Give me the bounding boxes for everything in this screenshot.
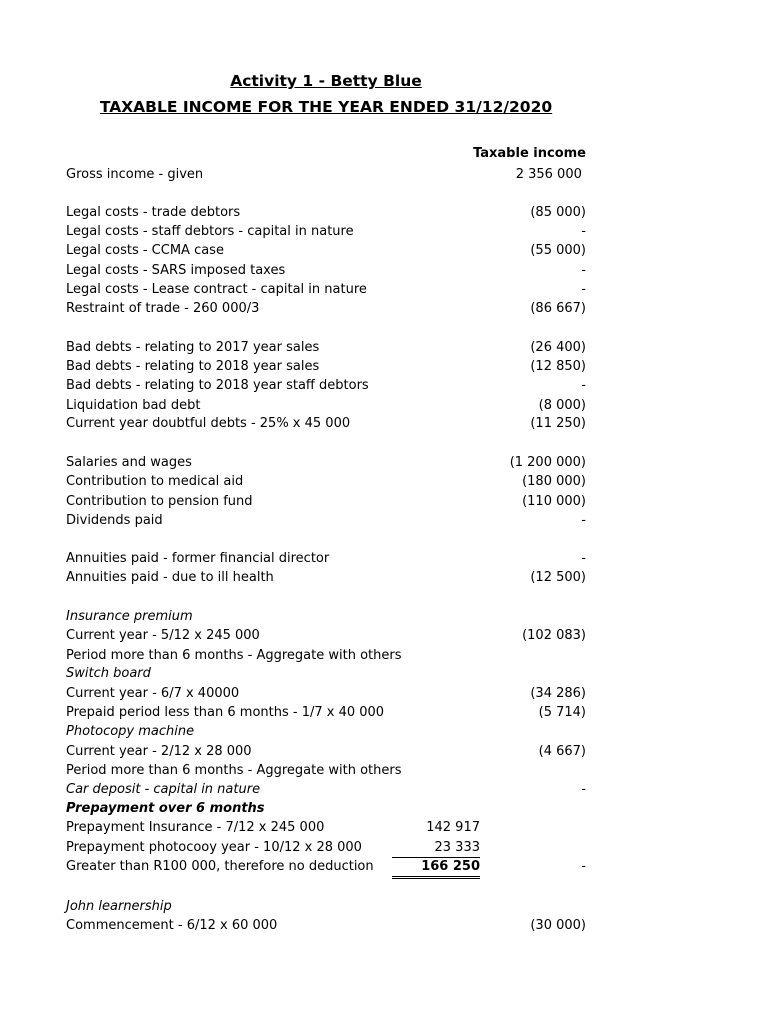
- row-amount: -: [581, 263, 586, 278]
- row-legal-costs-lease: [66, 280, 606, 299]
- row-annuities-ill-health: [66, 568, 606, 587]
- row-prepayment-photocopy: [66, 838, 606, 857]
- row-amount: (12 850): [530, 359, 586, 374]
- row-amount: (30 000): [530, 918, 586, 933]
- row-label: Prepayment photocooy year - 10/12 x 28 000: [66, 840, 362, 855]
- row-salaries-wages: [66, 453, 606, 472]
- row-prepayment-insurance: [66, 818, 606, 837]
- row-label: Period more than 6 months - Aggregate with others: [66, 648, 402, 663]
- row-pension-fund: [66, 492, 606, 511]
- row-amount: (102 083): [522, 628, 586, 643]
- row-amount: (1 200 000): [509, 455, 586, 470]
- row-switchboard-prepaid: [66, 703, 606, 722]
- row-amount: (85 000): [530, 205, 586, 220]
- row-bad-debts-2018-staff: [66, 376, 606, 395]
- row-gross-income: [66, 165, 606, 184]
- section-prepayment-over-6-months: [66, 799, 606, 818]
- row-amount: -: [581, 859, 586, 874]
- page-subtitle: TAXABLE INCOME FOR THE YEAR ENDED 31/12/2020: [99, 98, 553, 116]
- row-amount: (55 000): [530, 243, 586, 258]
- section-label: Prepayment over 6 months: [66, 801, 265, 816]
- row-bad-debts-2017: [66, 338, 606, 357]
- row-label: Bad debts - relating to 2017 year sales: [66, 340, 320, 355]
- row-label: Salaries and wages: [66, 455, 192, 470]
- row-amount: (5 714): [538, 705, 586, 720]
- row-label: Dividends paid: [66, 513, 163, 528]
- row-amount: -: [581, 282, 586, 297]
- row-label: Period more than 6 months - Aggregate with others: [66, 763, 402, 778]
- row-label: Greater than R100 000, therefore no deduction: [66, 859, 374, 874]
- row-label: Gross income - given: [66, 167, 204, 182]
- row-amount: -: [581, 551, 586, 566]
- row-legal-costs-trade-debtors: [66, 203, 606, 222]
- row-insurance-period-more-6-months: [66, 646, 606, 665]
- row-photocopy-period-more-6-months: [66, 761, 606, 780]
- row-label: Annuities paid - former financial director: [66, 551, 330, 566]
- row-car-deposit: [66, 780, 606, 799]
- row-subtotal: 166 250: [392, 857, 480, 879]
- row-label: Current year - 6/7 x 40000: [66, 686, 240, 701]
- row-label: Current year doubtful debts - 25% x 45 000: [66, 416, 351, 431]
- column-header-taxable-income: Taxable income: [473, 146, 586, 161]
- row-amount: (11 250): [530, 416, 586, 431]
- row-insurance-current-year: [66, 626, 606, 645]
- row-amount: -: [581, 782, 586, 797]
- section-photocopy-machine: [66, 722, 606, 741]
- row-label: Contribution to pension fund: [66, 494, 253, 509]
- row-legal-costs-staff-debtors: [66, 222, 606, 241]
- section-label: Switch board: [66, 666, 151, 681]
- row-legal-costs-ccma: [66, 241, 606, 260]
- row-label: Legal costs - Lease contract - capital in nature: [66, 282, 367, 297]
- row-amount: (180 000): [522, 474, 586, 489]
- row-amount: (4 667): [538, 744, 586, 759]
- row-switchboard-current-year: [66, 684, 606, 703]
- row-label: Annuities paid - due to ill health: [66, 570, 274, 585]
- row-label: Car deposit - capital in nature: [66, 782, 261, 797]
- row-medical-aid: [66, 472, 606, 491]
- row-amount: (12 500): [530, 570, 586, 585]
- row-amount: (34 286): [530, 686, 586, 701]
- section-insurance-premium: [66, 607, 606, 626]
- row-prepayment-total: [66, 857, 606, 876]
- row-legal-costs-sars: [66, 261, 606, 280]
- row-label: Legal costs - trade debtors: [66, 205, 241, 220]
- row-label: Prepaid period less than 6 months - 1/7 x 40 000: [66, 705, 385, 720]
- row-label: Liquidation bad debt: [66, 398, 201, 413]
- row-label: Legal costs - CCMA case: [66, 243, 224, 258]
- row-label: Legal costs - SARS imposed taxes: [66, 263, 286, 278]
- section-label: John learnership: [66, 899, 172, 914]
- row-label: Bad debts - relating to 2018 year sales: [66, 359, 320, 374]
- row-subamount: 142 917: [426, 820, 480, 835]
- row-dividends-paid: [66, 511, 606, 530]
- section-switch-board: [66, 664, 606, 683]
- row-label: Current year - 5/12 x 245 000: [66, 628, 260, 643]
- row-label: Contribution to medical aid: [66, 474, 244, 489]
- section-label: Photocopy machine: [66, 724, 195, 739]
- row-amount: (86 667): [530, 301, 586, 316]
- row-label: Restraint of trade - 260 000/3: [66, 301, 260, 316]
- row-bad-debts-2018-sales: [66, 357, 606, 376]
- section-john-learnership: [66, 897, 606, 916]
- row-label: Bad debts - relating to 2018 year staff debtors: [66, 378, 369, 393]
- row-doubtful-debts: [66, 414, 606, 433]
- row-label: Legal costs - staff debtors - capital in nature: [66, 224, 354, 239]
- row-amount: (8 000): [538, 398, 586, 413]
- page-title: Activity 1 - Betty Blue: [230, 72, 422, 90]
- row-learnership-commencement: [66, 916, 606, 935]
- row-amount: 2 356 000: [515, 167, 586, 182]
- row-annuities-former-director: [66, 549, 606, 568]
- row-label: Commencement - 6/12 x 60 000: [66, 918, 278, 933]
- row-liquidation-bad-debt: [66, 396, 606, 415]
- row-label: Current year - 2/12 x 28 000: [66, 744, 252, 759]
- row-amount: (110 000): [522, 494, 586, 509]
- row-label: Prepayment Insurance - 7/12 x 245 000: [66, 820, 325, 835]
- row-subamount: 23 333: [392, 838, 480, 858]
- row-photocopy-current-year: [66, 742, 606, 761]
- row-amount: (26 400): [530, 340, 586, 355]
- row-restraint-of-trade: [66, 299, 606, 318]
- row-amount: -: [581, 513, 586, 528]
- row-amount: -: [581, 378, 586, 393]
- row-amount: -: [581, 224, 586, 239]
- section-label: Insurance premium: [66, 609, 193, 624]
